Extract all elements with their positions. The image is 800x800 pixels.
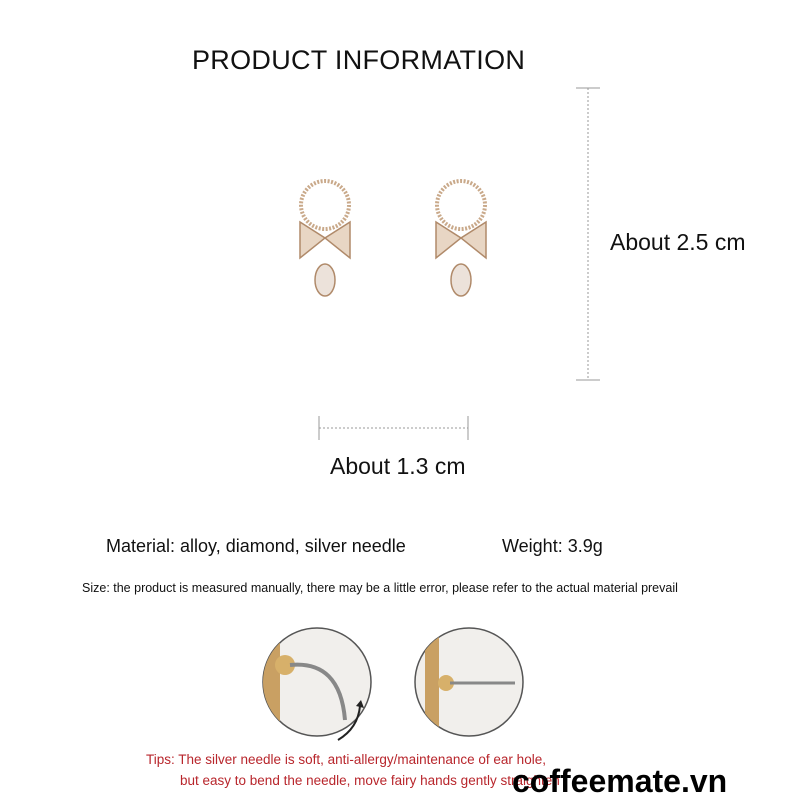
earring-left <box>300 181 350 296</box>
watermark: coffeemate.vn <box>512 763 728 799</box>
weight-spec: Weight: 3.9g <box>502 536 603 556</box>
width-label: About 1.3 cm <box>330 453 466 479</box>
page-title: PRODUCT INFORMATION <box>192 45 526 75</box>
material-spec: Material: alloy, diamond, silver needle <box>106 536 406 556</box>
height-dimension-line <box>576 88 600 380</box>
tip-line-2: but easy to bend the needle, move fairy hands gently straighten <box>180 773 560 788</box>
needle-straight-closeup <box>415 628 523 740</box>
width-dimension-line <box>319 416 468 440</box>
earring-right <box>436 181 486 296</box>
tip-line-1: Tips: The silver needle is soft, anti-allergy/maintenance of ear hole, <box>146 752 546 767</box>
height-label: About 2.5 cm <box>610 229 746 255</box>
size-note: Size: the product is measured manually, there may be a little error, please refer to the actual material prevail <box>82 581 678 595</box>
needle-bent-closeup <box>260 628 371 740</box>
